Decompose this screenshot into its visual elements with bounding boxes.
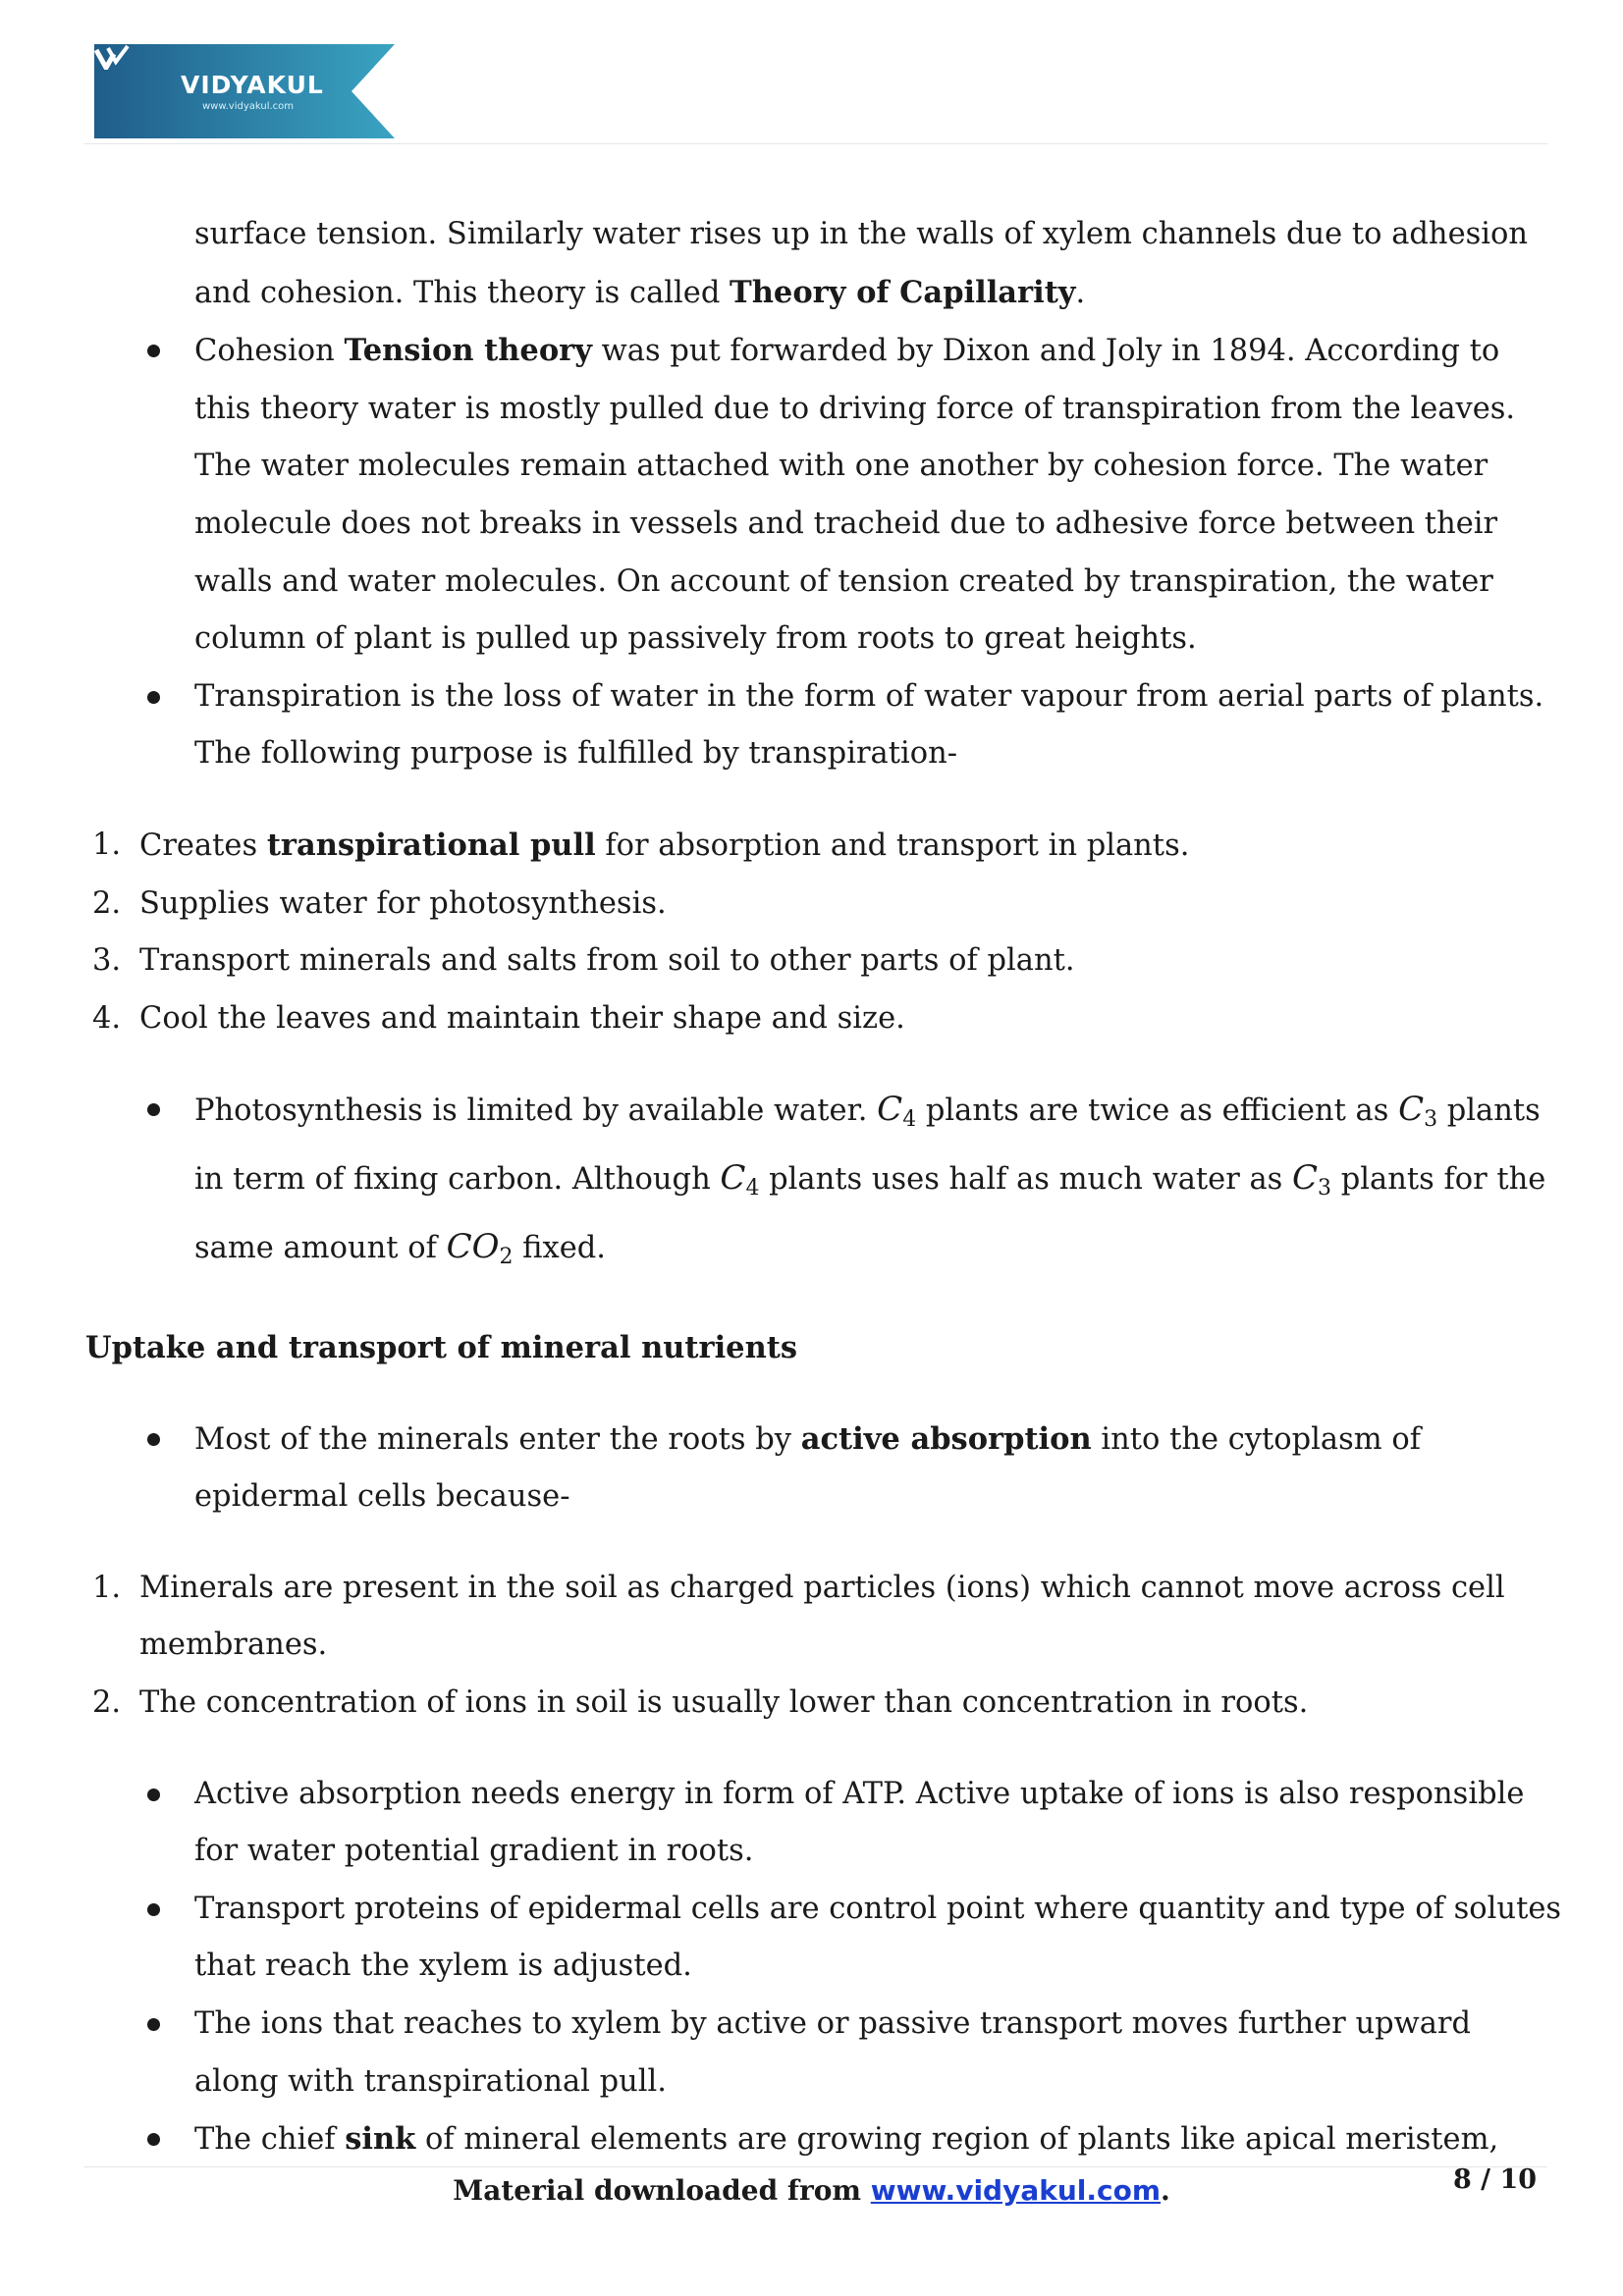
bullet-item: Cohesion Tension theory was put forwarded by Dixon and Joly in 1894. According to this theory water is mostly pulled due to driving force of transpiration from the leaves. The water molecules remain attached with one another by cohesion force. The water molecule does not breaks in vessels and tracheid due to adhesive force between their walls and water molecules. On account of tension created by transpiration, the water column of plant is pulled up passively from roots to great heights. — [194, 333, 1516, 657]
math-co2: $CO_2$ — [446, 1226, 514, 1269]
logo-brand-url: www.vidyakul.com — [202, 101, 295, 112]
bullet-item: Active absorption needs energy in form of ATP. Active uptake of ions is also responsible for water potential gradient in roots. — [194, 1776, 1525, 1869]
numbered-item: 4. Cool the leaves and maintain their shape and size. — [92, 1000, 905, 1036]
page-number: 8 / 10 — [1453, 2164, 1538, 2195]
logo-brand-name: VIDYAKUL — [181, 71, 324, 99]
vidyakul-logo[interactable] — [94, 44, 395, 138]
footer-credit: Material downloaded from www.vidyakul.com. — [453, 2174, 1170, 2207]
numbered-item: 3. Transport minerals and salts from soil to other parts of plant. — [92, 943, 1075, 979]
math-c4: $C_4$ — [877, 1090, 917, 1133]
math-c3: $C_3$ — [1398, 1090, 1438, 1133]
document-body — [0, 206, 1623, 2169]
logo-check-icon — [94, 44, 130, 70]
bullet-item: Photosynthesis is limited by available water. $C_4$ plants are twice as efficient as $C_3$ plants in term of fixing carbon. Although $C_4$ plants uses half as much water as $C_3$ plants for the same amount of $CO_2$ fixed. — [194, 1090, 1546, 1269]
numbered-item: 1. Creates transpirational pull for absorption and transport in plants. — [92, 827, 1190, 863]
header-divider — [84, 143, 1547, 144]
bullet-item: The ions that reaches to xylem by active or passive transport moves further upward along with transpirational pull. — [194, 2006, 1472, 2099]
footer-divider — [84, 2166, 1547, 2167]
numbered-item: 2. Supplies water for photosynthesis. — [92, 885, 667, 921]
bullet-item: surface tension. Similarly water rises up in the walls of xylem channels due to adhesion and cohesion. This theory is called Theory of Capillarity. — [194, 217, 1529, 310]
vidyakul-link[interactable]: www.vidyakul.com — [870, 2174, 1162, 2207]
bullet-item: Transport proteins of epidermal cells are control point where quantity and type of solutes that reach the xylem is adjusted. — [194, 1891, 1562, 1984]
bullet-item: The chief sink of mineral elements are growing region of plants like apical meristem, — [194, 2121, 1499, 2158]
section-heading: Uptake and transport of mineral nutrients — [85, 1330, 798, 1366]
numbered-item: 1. Minerals are present in the soil as charged particles (ions) which cannot move across cell membranes. — [92, 1570, 1505, 1663]
bullet-item: Transpiration is the loss of water in the form of water vapour from aerial parts of plants. The following purpose is fulfilled by transpiration- — [194, 678, 1544, 772]
numbered-item: 2. The concentration of ions in soil is usually lower than concentration in roots. — [92, 1685, 1309, 1721]
math-c4: $C_4$ — [720, 1157, 760, 1201]
bullet-item: Most of the minerals enter the roots by active absorption into the cytoplasm of epidermal cells because- — [194, 1420, 1422, 1515]
math-c3: $C_3$ — [1292, 1157, 1332, 1201]
